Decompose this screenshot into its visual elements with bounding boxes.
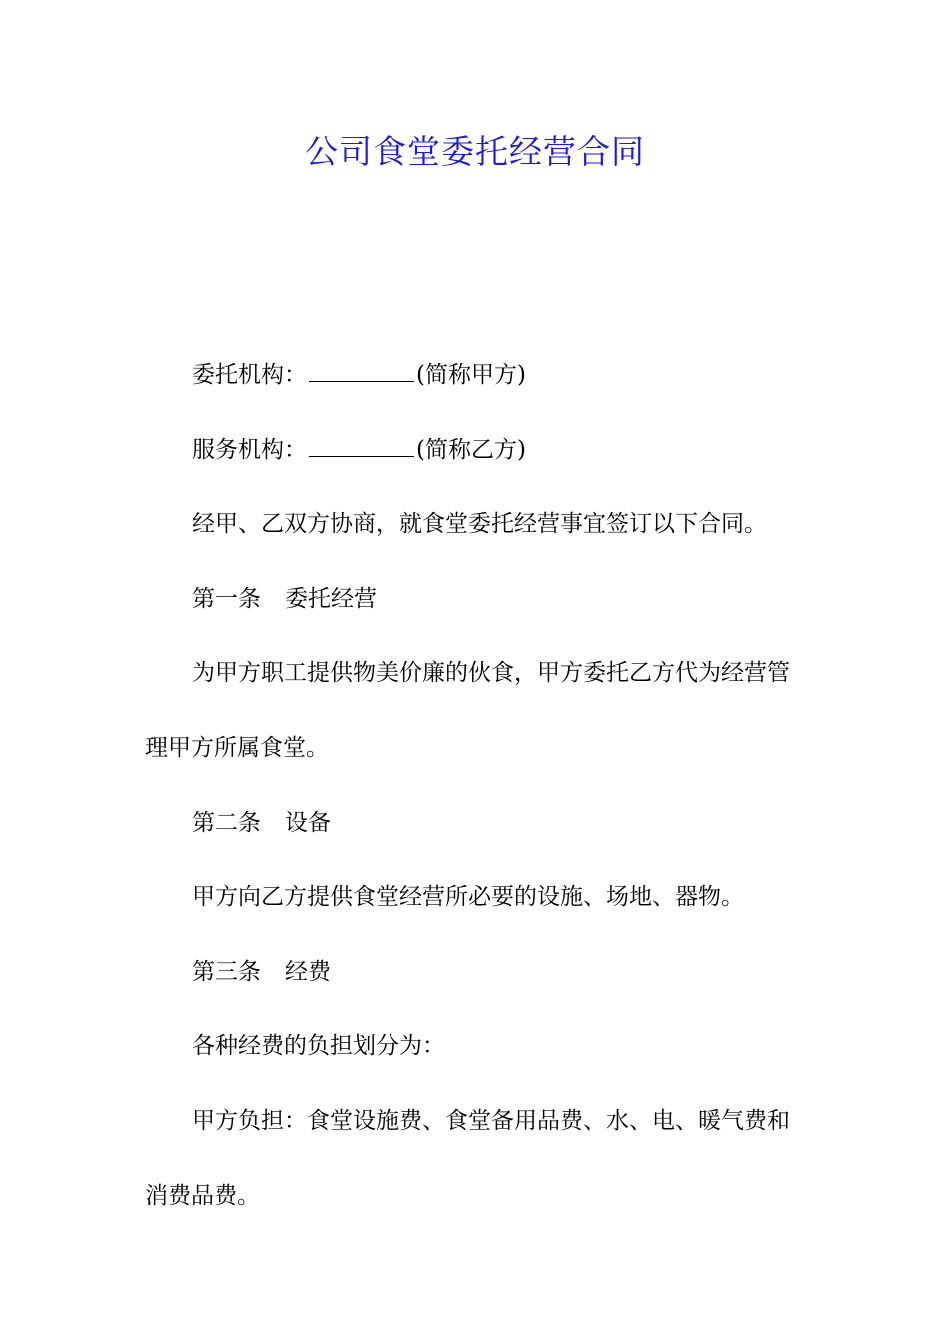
article-3-title: 经费: [285, 958, 331, 985]
article-3-paragraph-2: 甲方负担：食堂设施费、食堂备用品费、水、电、暖气费和消费品费。: [145, 1107, 790, 1209]
article-2-number: 第二条: [192, 809, 261, 836]
party-a-blank-field: [309, 361, 414, 382]
party-b-suffix: (简称乙方): [416, 436, 526, 463]
article-1-title: 委托经营: [285, 585, 377, 612]
article-3-paragraph-1: 各种经费的负担划分为：: [192, 1033, 445, 1060]
article-2-title: 设备: [285, 809, 331, 836]
article-3-number: 第三条: [192, 958, 261, 985]
party-a-line: [145, 338, 810, 413]
article-2-heading: [145, 786, 810, 861]
party-b-line: [145, 413, 810, 488]
document-title: 公司食堂委托经营合同: [305, 132, 645, 171]
article-2-paragraph: 甲方向乙方提供食堂经营所必要的设施、场地、器物。: [192, 884, 744, 911]
party-b-label: 服务机构：: [192, 436, 307, 463]
party-b-blank-field: [309, 436, 414, 457]
party-a-suffix: (简称甲方): [416, 362, 526, 388]
article-1-number: 第一条: [192, 585, 261, 612]
intro-paragraph: 经甲、乙双方协商，就食堂委托经营事宜签订以下合同。: [192, 511, 767, 538]
party-a-label: 委托机构：: [192, 362, 307, 388]
document-body: [145, 338, 810, 1233]
article-3-heading: [145, 935, 810, 1010]
article-1-paragraph: 为甲方职工提供物美价廉的伙食，甲方委托乙方代为经营管理甲方所属食堂。: [145, 660, 790, 761]
article-1-heading: [145, 562, 810, 637]
